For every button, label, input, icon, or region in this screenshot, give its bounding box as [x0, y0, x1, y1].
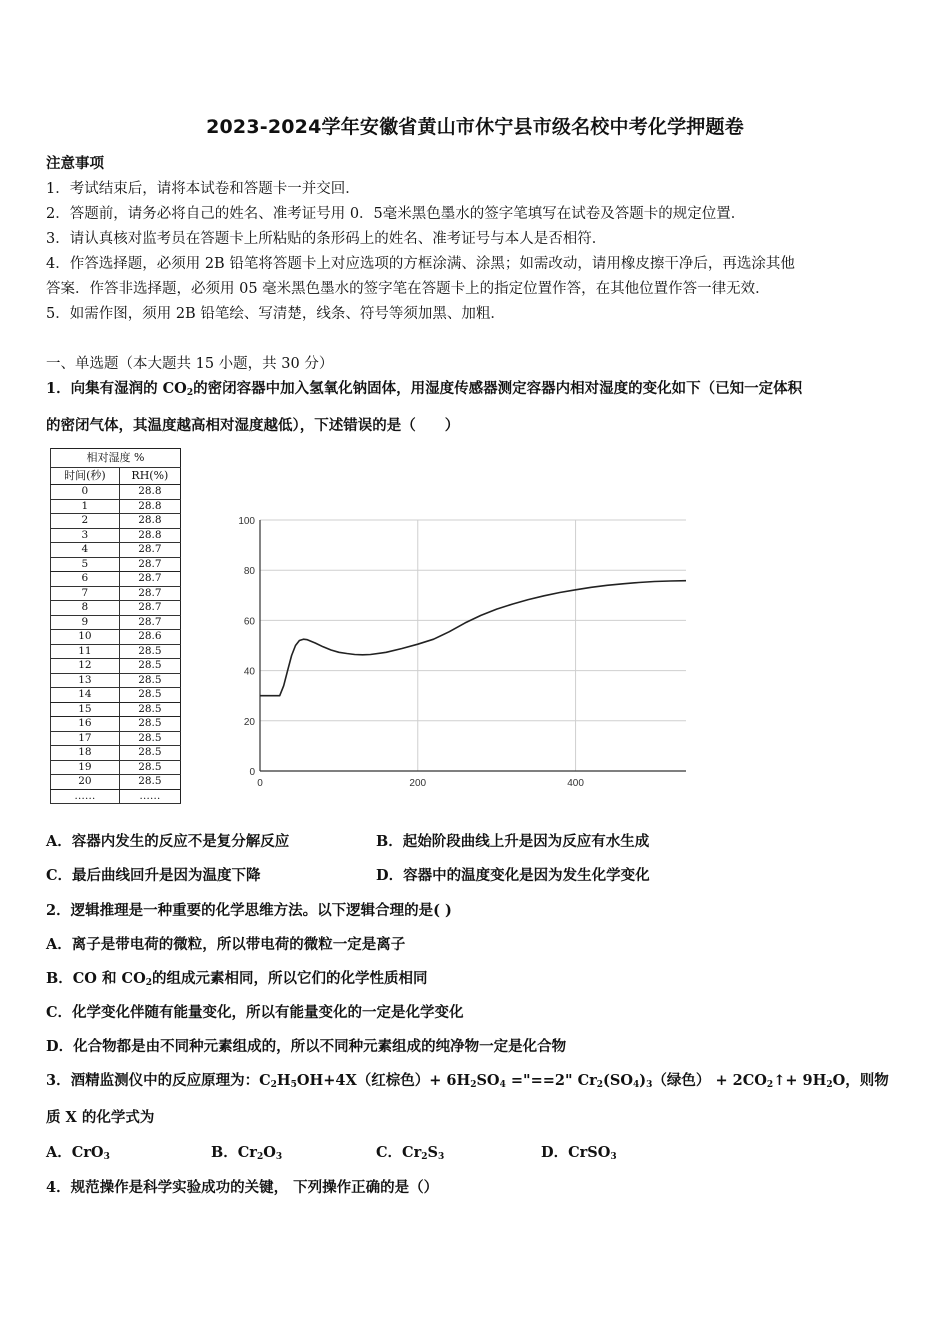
q1-option-c[interactable]: C．最后曲线回升是因为温度下降	[46, 867, 261, 884]
table-cell-rh: 28.5	[119, 644, 180, 659]
table-cell-time: 8	[51, 601, 120, 616]
table-row	[51, 717, 181, 732]
table-row	[51, 746, 181, 761]
table-cell-time: 2	[51, 514, 120, 529]
table-cell-time: 12	[51, 659, 120, 674]
y-tick-label: 20	[243, 716, 255, 728]
table-cell-rh: 28.5	[119, 659, 180, 674]
table-cell-rh: 28.8	[119, 514, 180, 529]
q1-option-d[interactable]: D．容器中的温度变化是因为发生化学变化	[376, 867, 650, 884]
q4-stem: 4．规范操作是科学实验成功的关键， 下列操作正确的是（）	[46, 1179, 439, 1196]
table-row	[51, 630, 181, 645]
table-cell-time: 19	[51, 760, 120, 775]
notice-item-2: 2．答题前，请务必将自己的姓名、准考证号用 0．5毫米黑色墨水的签字笔填写在试卷及答题卡的规定位置．	[46, 206, 746, 222]
table-cell-rh: 28.7	[119, 586, 180, 601]
table-row	[51, 673, 181, 688]
x-tick-label: 200	[409, 778, 427, 789]
q3-option-c[interactable]: C．$Cr_2S_3$	[376, 1144, 445, 1162]
table-cell-time: 5	[51, 557, 120, 572]
table-row	[51, 775, 181, 790]
q3-option-d[interactable]: D．CrSO$_3$	[541, 1144, 617, 1162]
table-cell-rh: 28.7	[119, 572, 180, 587]
table-cell-rh: 28.7	[119, 543, 180, 558]
y-tick-label: 60	[243, 616, 255, 628]
table-cell-time: 15	[51, 702, 120, 717]
y-tick-label: 80	[243, 566, 255, 578]
table-row	[51, 659, 181, 674]
table-row	[51, 499, 181, 514]
table-cell-time: 9	[51, 615, 120, 630]
table-row	[51, 688, 181, 703]
table-cell-rh: 28.5	[119, 775, 180, 790]
page-title: 2023-2024学年安徽省黄山市休宁县市级名校中考化学押题卷	[206, 116, 744, 138]
humidity-chart	[222, 505, 692, 795]
table-row	[51, 557, 181, 572]
table-row	[51, 760, 181, 775]
q1-option-b[interactable]: B．起始阶段曲线上升是因为反应有水生成	[376, 833, 650, 850]
table-row	[51, 731, 181, 746]
notice-item-3: 3．请认真核对监考员在答题卡上所粘贴的条形码上的姓名、准考证号与本人是否相符．	[46, 231, 607, 247]
table-cell-rh: 28.8	[119, 485, 180, 500]
q2-option-a[interactable]: A．离子是带电荷的微粒，所以带电荷的微粒一定是离子	[46, 936, 406, 953]
table-cell-time: 11	[51, 644, 120, 659]
q1-option-a[interactable]: A．容器内发生的反应不是复分解反应	[46, 833, 290, 850]
table-cell-rh: 28.7	[119, 601, 180, 616]
table-cell-rh: 28.5	[119, 731, 180, 746]
q2-stem: 2．逻辑推理是一种重要的化学思维方法。以下逻辑合理的是( )	[46, 902, 452, 919]
notice-heading: 注意事项	[46, 155, 104, 172]
series-line-rh	[260, 581, 686, 696]
table-cell-time: 4	[51, 543, 120, 558]
table-cell-rh: 28.7	[119, 557, 180, 572]
q3-option-a[interactable]: A．CrO$_3$	[46, 1144, 110, 1162]
table-cell-time: 3	[51, 528, 120, 543]
table-cell-rh: 28.5	[119, 688, 180, 703]
table-cell-time: 0	[51, 485, 120, 500]
table-header-time: 时间(秒)	[51, 468, 120, 485]
table-row	[51, 615, 181, 630]
table-cell-time: 13	[51, 673, 120, 688]
table-row	[51, 572, 181, 587]
table-caption: 相对湿度 %	[51, 449, 181, 468]
table-cell-rh: 28.5	[119, 717, 180, 732]
table-cell-time: 7	[51, 586, 120, 601]
table-row	[51, 485, 181, 500]
table-cell-time: 20	[51, 775, 120, 790]
section-heading: 一、单选题（本大题共 15 小题，共 30 分）	[46, 356, 334, 372]
x-tick-label: 400	[567, 778, 584, 789]
table-cell-time: 10	[51, 630, 120, 645]
table-cell-time: 1	[51, 499, 120, 514]
notice-item-1: 1．考试结束后，请将本试卷和答题卡一并交回．	[46, 181, 360, 197]
table-cell-rh: 28.8	[119, 528, 180, 543]
table-row	[51, 644, 181, 659]
humidity-table	[50, 448, 181, 804]
table-cell-time: 17	[51, 731, 120, 746]
x-tick-label: 0	[257, 778, 263, 789]
q3-option-b[interactable]: B．$Cr_2O_3$	[211, 1144, 283, 1162]
table-cell-time: 14	[51, 688, 120, 703]
y-tick-label: 100	[238, 516, 255, 527]
q2-option-b[interactable]: B．CO 和 $CO_2$的组成元素相同，所以它们的化学性质相同	[46, 970, 428, 988]
notice-item-4: 4．作答选择题，必须用 2B 铅笔将答题卡上对应选项的方框涂满、涂黑；如需改动，请用橡皮擦干净后，再选涂其他	[46, 256, 795, 272]
q1-stem-line1: 1．向集有湿润的 $CO_2$的密闭容器中加入氢氧化钠固体，用湿度传感器测定容器内相对湿度的变化如下（已知一定体积	[46, 380, 803, 398]
table-cell-rh: 28.5	[119, 760, 180, 775]
notice-item-4-cont: 答案．作答非选择题，必须用 05 毫米黑色墨水的签字笔在答题卡上的指定位置作答，在其他位置作答一律无效．	[46, 281, 770, 297]
table-cell-rh: 28.6	[119, 630, 180, 645]
q3-stem-line2: 质 X 的化学式为	[46, 1109, 155, 1126]
y-tick-label: 0	[249, 767, 255, 778]
table-cell-rh: ……	[119, 789, 180, 804]
table-row	[51, 528, 181, 543]
table-cell-rh: 28.7	[119, 615, 180, 630]
table-row	[51, 789, 181, 804]
table-cell-time: 18	[51, 746, 120, 761]
q2-option-c[interactable]: C．化学变化伴随有能量变化，所以有能量变化的一定是化学变化	[46, 1004, 464, 1021]
y-tick-label: 40	[243, 666, 255, 678]
table-row	[51, 601, 181, 616]
table-cell-time: 16	[51, 717, 120, 732]
table-cell-rh: 28.5	[119, 702, 180, 717]
table-cell-rh: 28.8	[119, 499, 180, 514]
table-row	[51, 702, 181, 717]
notice-item-5: 5．如需作图，须用 2B 铅笔绘、写清楚，线条、符号等须加黑、加粗．	[46, 306, 505, 322]
q3-stem-line1: 3．酒精监测仪中的反应原理为：$C_2H_5OH+4X$（红棕色）+ $6H_2SO_4$ ="==2" $Cr_2(SO_4)_3$（绿色） + $2CO_2↑+ 9H_2O$，则物	[46, 1072, 889, 1090]
q2-option-d[interactable]: D．化合物都是由不同种元素组成的，所以不同种元素组成的纯净物一定是化合物	[46, 1038, 567, 1055]
table-row	[51, 514, 181, 529]
table-cell-time: 6	[51, 572, 120, 587]
table-cell-time: ……	[51, 789, 120, 804]
table-cell-rh: 28.5	[119, 673, 180, 688]
table-row	[51, 586, 181, 601]
q1-stem-line2: 的密闭气体，其温度越高相对湿度越低），下述错误的是（ ）	[46, 417, 460, 434]
table-header-rh: RH(%)	[119, 468, 180, 485]
table-cell-rh: 28.5	[119, 746, 180, 761]
table-row	[51, 543, 181, 558]
